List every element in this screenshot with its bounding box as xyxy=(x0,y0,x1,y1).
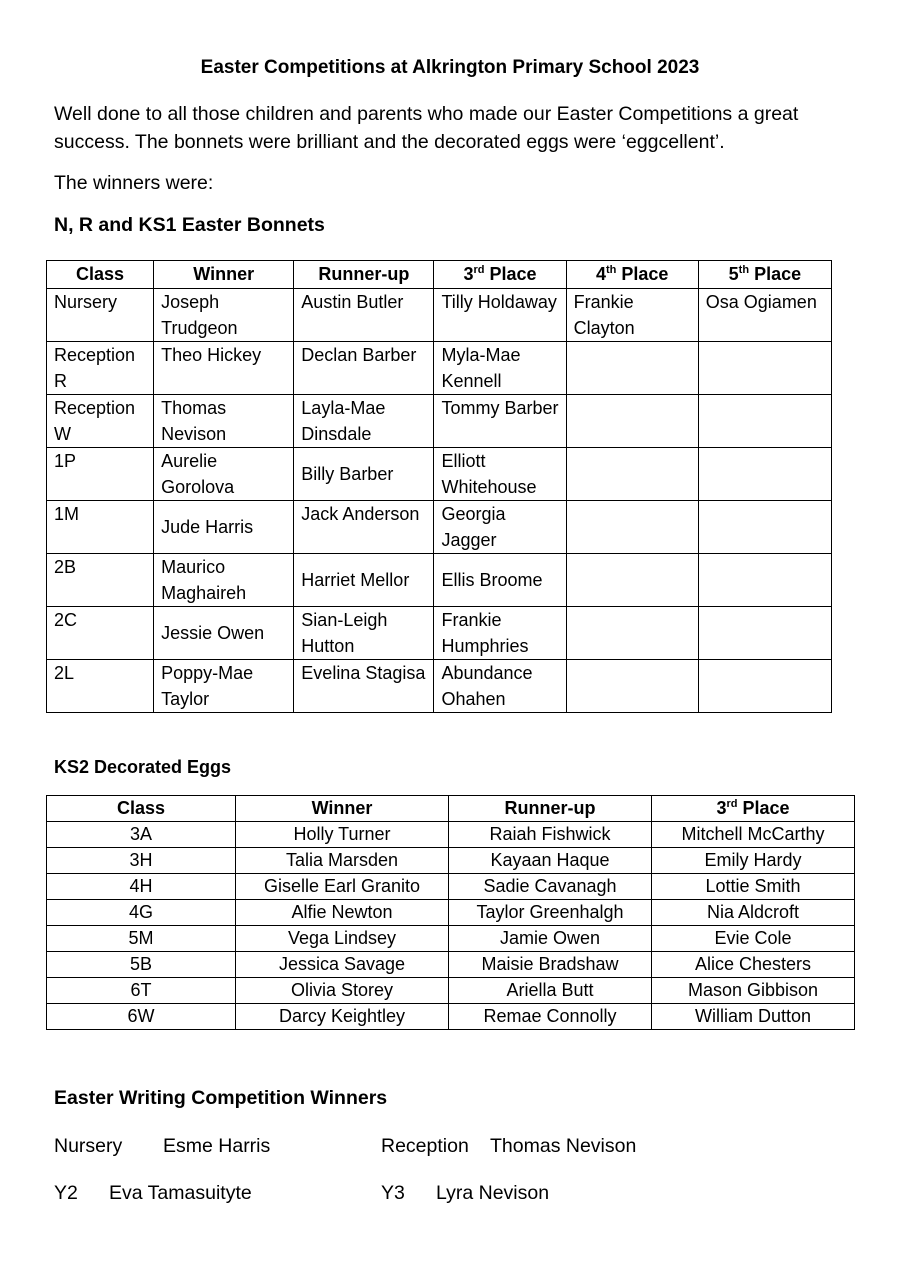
header-third-num: 3 xyxy=(463,264,474,284)
cell-third: Mitchell McCarthy xyxy=(652,822,855,848)
cell-fourth xyxy=(566,607,698,660)
header-runner-up: Runner-up xyxy=(294,261,434,289)
header-class: Class xyxy=(47,796,236,822)
cell-class: 2L xyxy=(47,660,154,713)
table-row xyxy=(47,289,832,342)
cell-third: Nia Aldcroft xyxy=(652,900,855,926)
table-row xyxy=(47,900,855,926)
cell-winner: Vega Lindsey xyxy=(236,926,449,952)
intro-paragraph: Well done to all those children and parents who made our Easter Competitions a great success. The bonnets were brilliant and the decorated eggs were ‘eggcellent’. xyxy=(54,103,799,153)
cell-third: Myla-Mae Kennell xyxy=(434,342,566,395)
cell-fourth xyxy=(566,660,698,713)
table-row xyxy=(47,952,855,978)
cell-winner: Joseph Trudgeon xyxy=(154,289,294,342)
header-third-sup: rd xyxy=(726,798,738,810)
bonnets-header-row xyxy=(47,261,832,289)
cell-class: Nursery xyxy=(47,289,154,342)
winners-intro: The winners were: xyxy=(54,172,214,194)
cell-winner: Theo Hickey xyxy=(154,342,294,395)
table-row xyxy=(47,660,832,713)
page-title: Easter Competitions at Alkrington Primary School 2023 xyxy=(200,57,700,78)
table-row xyxy=(47,342,832,395)
cell-runner-up: Maisie Bradshaw xyxy=(449,952,652,978)
cell-runner-up: Declan Barber xyxy=(294,342,434,395)
table-row xyxy=(47,1004,855,1030)
cell-winner: Aurelie Gorolova xyxy=(154,448,294,501)
header-third-place xyxy=(434,261,566,289)
writing-label: Nursery xyxy=(54,1135,123,1157)
cell-fifth xyxy=(698,395,831,448)
cell-third: Evie Cole xyxy=(652,926,855,952)
cell-third: Frankie Humphries xyxy=(434,607,566,660)
cell-class: 2B xyxy=(47,554,154,607)
header-fifth-word: Place xyxy=(749,264,802,284)
cell-runner-up: Sian-Leigh Hutton xyxy=(294,607,434,660)
cell-runner-up: Billy Barber xyxy=(294,448,434,501)
cell-runner-up: Taylor Greenhalgh xyxy=(449,900,652,926)
eggs-heading: KS2 Decorated Eggs xyxy=(54,757,232,777)
cell-third: Alice Chesters xyxy=(652,952,855,978)
cell-fourth xyxy=(566,554,698,607)
cell-fifth xyxy=(698,607,831,660)
cell-third: Emily Hardy xyxy=(652,848,855,874)
writing-label: Y2 xyxy=(54,1182,78,1204)
writing-winner: Thomas Nevison xyxy=(490,1135,637,1157)
cell-third: Ellis Broome xyxy=(434,554,566,607)
header-class: Class xyxy=(47,261,154,289)
cell-runner-up: Jack Anderson xyxy=(294,501,434,554)
cell-fifth xyxy=(698,501,831,554)
header-third-place xyxy=(652,796,855,822)
cell-third: Abundance Ohahen xyxy=(434,660,566,713)
header-fourth-num: 4 xyxy=(595,264,606,284)
cell-winner: Darcy Keightley xyxy=(236,1004,449,1030)
header-third-sup: rd xyxy=(473,264,485,276)
cell-fourth xyxy=(566,342,698,395)
cell-winner: Jessica Savage xyxy=(236,952,449,978)
cell-winner: Alfie Newton xyxy=(236,900,449,926)
cell-class: 4G xyxy=(47,900,236,926)
cell-runner-up: Raiah Fishwick xyxy=(449,822,652,848)
eggs-header-row xyxy=(47,796,855,822)
cell-class: 5M xyxy=(47,926,236,952)
cell-class: 5B xyxy=(47,952,236,978)
table-row xyxy=(47,874,855,900)
cell-runner-up: Evelina Stagisa xyxy=(294,660,434,713)
cell-winner: Jude Harris xyxy=(154,501,294,554)
table-row xyxy=(47,501,832,554)
cell-third: Tommy Barber xyxy=(434,395,566,448)
table-row xyxy=(47,848,855,874)
header-fourth-word: Place xyxy=(616,264,669,284)
header-third-word: Place xyxy=(484,264,537,284)
cell-class: 3H xyxy=(47,848,236,874)
cell-class: Reception W xyxy=(47,395,154,448)
cell-fifth: Osa Ogiamen xyxy=(698,289,831,342)
writing-heading: Easter Writing Competition Winners xyxy=(54,1087,388,1109)
bonnets-table xyxy=(46,260,832,713)
cell-fifth xyxy=(698,554,831,607)
cell-fourth: Frankie Clayton xyxy=(566,289,698,342)
cell-class: 1P xyxy=(47,448,154,501)
header-fifth-num: 5 xyxy=(728,264,739,284)
header-runner-up: Runner-up xyxy=(449,796,652,822)
writing-label: Y3 xyxy=(381,1182,405,1204)
cell-fourth xyxy=(566,501,698,554)
header-winner: Winner xyxy=(236,796,449,822)
table-row xyxy=(47,607,832,660)
cell-class: 4H xyxy=(47,874,236,900)
cell-winner: Thomas Nevison xyxy=(154,395,294,448)
cell-fourth xyxy=(566,395,698,448)
table-row xyxy=(47,395,832,448)
cell-class: 6W xyxy=(47,1004,236,1030)
cell-third: Elliott Whitehouse xyxy=(434,448,566,501)
header-fifth-place xyxy=(698,261,831,289)
header-fourth-sup: th xyxy=(605,264,617,276)
cell-fourth xyxy=(566,448,698,501)
cell-class: 2C xyxy=(47,607,154,660)
cell-runner-up: Layla-Mae Dinsdale xyxy=(294,395,434,448)
cell-winner: Olivia Storey xyxy=(236,978,449,1004)
cell-third: Mason Gibbison xyxy=(652,978,855,1004)
table-row xyxy=(47,822,855,848)
cell-fifth xyxy=(698,660,831,713)
table-row xyxy=(47,448,832,501)
table-row xyxy=(47,978,855,1004)
writing-winner: Lyra Nevison xyxy=(436,1182,550,1204)
cell-runner-up: Remae Connolly xyxy=(449,1004,652,1030)
cell-winner: Talia Marsden xyxy=(236,848,449,874)
cell-winner: Poppy-Mae Taylor xyxy=(154,660,294,713)
cell-fifth xyxy=(698,448,831,501)
writing-winner: Esme Harris xyxy=(163,1135,271,1157)
cell-class: 6T xyxy=(47,978,236,1004)
cell-winner: Holly Turner xyxy=(236,822,449,848)
cell-third: Tilly Holdaway xyxy=(434,289,566,342)
cell-winner: Giselle Earl Granito xyxy=(236,874,449,900)
cell-class: 3A xyxy=(47,822,236,848)
writing-label: Reception xyxy=(381,1135,469,1157)
header-winner: Winner xyxy=(154,261,294,289)
cell-third: Georgia Jagger xyxy=(434,501,566,554)
table-row xyxy=(47,554,832,607)
bonnets-heading: N, R and KS1 Easter Bonnets xyxy=(54,214,325,236)
cell-runner-up: Harriet Mellor xyxy=(294,554,434,607)
cell-class: 1M xyxy=(47,501,154,554)
cell-third: William Dutton xyxy=(652,1004,855,1030)
header-third-word: Place xyxy=(737,798,790,818)
cell-winner: Jessie Owen xyxy=(154,607,294,660)
cell-runner-up: Sadie Cavanagh xyxy=(449,874,652,900)
header-third-num: 3 xyxy=(716,798,727,818)
cell-class: Reception R xyxy=(47,342,154,395)
table-row xyxy=(47,926,855,952)
header-fourth-place xyxy=(566,261,698,289)
eggs-table xyxy=(46,795,855,1030)
cell-runner-up: Jamie Owen xyxy=(449,926,652,952)
cell-runner-up: Ariella Butt xyxy=(449,978,652,1004)
cell-fifth xyxy=(698,342,831,395)
writing-winner: Eva Tamasuityte xyxy=(109,1182,252,1204)
cell-runner-up: Austin Butler xyxy=(294,289,434,342)
header-fifth-sup: th xyxy=(738,264,750,276)
cell-winner: Maurico Maghaireh xyxy=(154,554,294,607)
cell-runner-up: Kayaan Haque xyxy=(449,848,652,874)
cell-third: Lottie Smith xyxy=(652,874,855,900)
